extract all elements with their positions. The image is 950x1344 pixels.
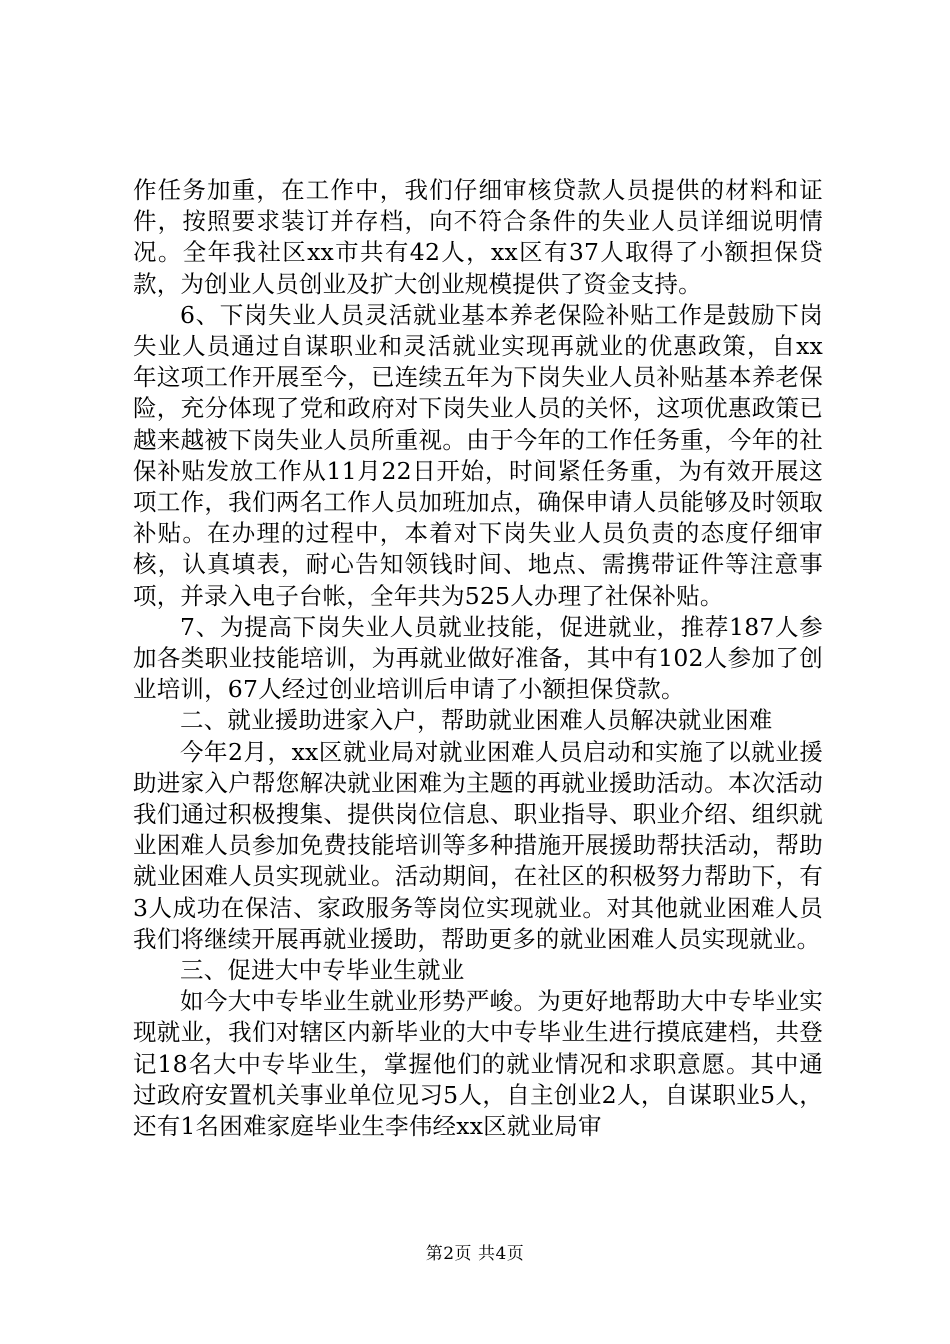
section-heading-graduate-employment: 三、促进大中专毕业生就业	[180, 956, 465, 985]
paragraph-graduate-employment: 如今大中专毕业生就业形势严峻。为更好地帮助大中专毕业实现就业，我们对辖区内新毕业的大中专毕业生进行摸底建档，共登记18名大中专毕业生，掌握他们的就业情况和求职意愿。其中通过政府安置机关事业单位见习5人，自主创业2人，自谋职业5人，还有1名困难家庭毕业生李伟经xx区就业局审	[133, 987, 823, 1141]
page-footer	[0, 1243, 950, 1265]
page-number: 第2页 共4页	[425, 1244, 525, 1264]
document-body	[133, 175, 823, 1142]
paragraph-loan-continuation: 作任务加重，在工作中，我们仔细审核贷款人员提供的材料和证件，按照要求装订并存档，向不符合条件的失业人员详细说明情况。全年我社区xx市共有42人，xx区有37人取得了小额担保贷款，为创业人员创业及扩大创业规模提供了资金支持。	[133, 176, 823, 298]
paragraph-skills-training: 7、为提高下岗失业人员就业技能，促进就业，推荐187人参加各类职业技能培训，为再就业做好准备，其中有102人参加了创业培训，67人经过创业培训后申请了小额担保贷款。	[133, 612, 823, 704]
paragraph-pension-subsidy: 6、下岗失业人员灵活就业基本养老保险补贴工作是鼓励下岗失业人员通过自谋职业和灵活就业实现再就业的优惠政策，自xx年这项工作开展至今，已连续五年为下岗失业人员补贴基本养老保险，充分体现了党和政府对下岗失业人员的关怀，这项优惠政策已越来越被下岗失业人员所重视。由于今年的工作任务重，今年的社保补贴发放工作从11月22日开始，时间紧任务重，为有效开展这项工作，我们两名工作人员加班加点，确保申请人员能够及时领取补贴。在办理的过程中，本着对下岗失业人员负责的态度仔细审核，认真填表，耐心告知领钱时间、地点、需携带证件等注意事项，并录入电子台帐，全年共为525人办理了社保补贴。	[133, 300, 823, 610]
section-heading-employment-assistance: 二、就业援助进家入户，帮助就业困难人员解决就业困难	[180, 706, 773, 735]
paragraph-employment-assistance: 今年2月，xx区就业局对就业困难人员启动和实施了以就业援助进家入户帮您解决就业困难为主题的再就业援助活动。本次活动我们通过积极搜集、提供岗位信息、职业指导、职业介绍、组织就业困难人员参加免费技能培训等多种措施开展援助帮扶活动，帮助就业困难人员实现就业。活动期间，在社区的积极努力帮助下，有3人成功在保洁、家政服务等岗位实现就业。对其他就业困难人员我们将继续开展再就业援助，帮助更多的就业困难人员实现就业。	[133, 737, 823, 953]
